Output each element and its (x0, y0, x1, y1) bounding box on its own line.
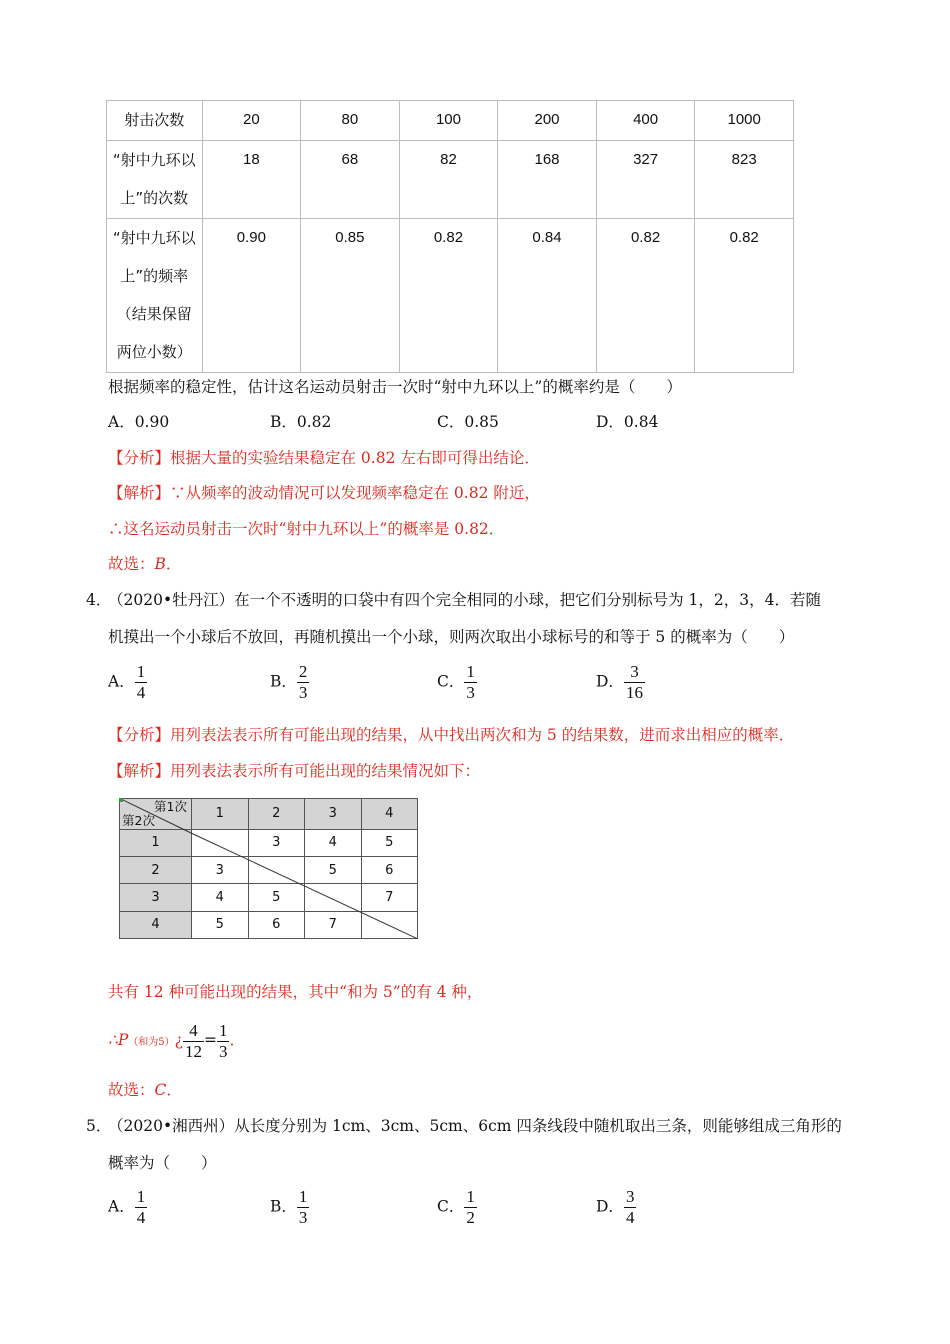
table-row-head: 射击次数 (107, 101, 203, 141)
sum-cell: 4 (305, 829, 362, 856)
question-stem: 根据频率的稳定性，估计这名运动员射击一次时“射中九环以上”的概率约是（ ） (108, 378, 682, 396)
header-cell: 3 (305, 799, 362, 830)
fraction (297, 1187, 310, 1228)
equals-sign: = (203, 1031, 217, 1049)
option-label: A． (108, 1197, 135, 1216)
table-cell: 18 (202, 141, 301, 219)
numerator: 1 (466, 1187, 475, 1206)
table-row-head (107, 141, 203, 219)
table-row-head (107, 219, 203, 373)
probability-formula (108, 1016, 245, 1067)
option-a: A．0.90 (108, 413, 170, 431)
sum-cell: 6 (248, 911, 305, 938)
numerator: 1 (466, 662, 475, 681)
row-label: 3 (120, 884, 192, 911)
option-b: B．0.82 (270, 413, 332, 431)
answer-line (108, 552, 181, 576)
table-cell: 82 (399, 141, 498, 219)
row-head-line: “射中九环以 (112, 229, 196, 247)
row-head-line: “射中九环以 (112, 151, 196, 169)
sum-cell: 3 (248, 829, 305, 856)
table-cell: 100 (399, 101, 498, 141)
answer-line (108, 1078, 182, 1102)
header-cell: 2 (248, 799, 305, 830)
fraction (624, 662, 645, 703)
option-label: A． (108, 672, 135, 691)
row-head-line: （结果保留 (116, 305, 192, 323)
fraction (624, 1187, 637, 1228)
answer-suffix: ． (166, 1081, 182, 1099)
sum-cell: 5 (248, 884, 305, 911)
table-cell: 0.82 (399, 219, 498, 373)
table-cell: 0.82 (695, 219, 794, 373)
sum-cell: 3 (192, 856, 249, 883)
main-diagonal (191, 833, 418, 939)
denominator: 4 (136, 683, 146, 702)
option-c (437, 662, 477, 703)
denominator: 3 (298, 683, 308, 702)
fraction (464, 662, 477, 703)
table-cell: 0.90 (202, 219, 301, 373)
solution-text: 【解析】∵从频率的波动情况可以发现频率稳定在 0.82 附近， (108, 484, 540, 502)
option-d (596, 1187, 636, 1228)
corner-top-label: 第1次 (154, 798, 187, 814)
solution-text: 【解析】用列表法表示所有可能出现的结果情况如下： (108, 762, 481, 780)
question-number: 4． (86, 591, 112, 609)
row-head-line: 上”的频率 (120, 267, 189, 285)
option-label: D． (596, 672, 624, 691)
question-stem-line2: 机摸出一个小球后不放回，再随机摸出一个小球，则两次取出小球标号的和等于 5 的概率为（ ） (108, 628, 795, 646)
option-b (270, 662, 309, 703)
conclusion-text: ∴这名运动员射击一次时“射中九环以上”的概率是 0.82． (108, 520, 505, 538)
numerator: 1 (218, 1020, 228, 1040)
denominator: 3 (298, 1208, 308, 1227)
row-label: 2 (120, 856, 192, 883)
option-d: D．0.84 (596, 413, 659, 431)
fraction (217, 1021, 230, 1062)
row-head-line: 上”的次数 (120, 189, 189, 207)
corner-bottom-label: 第2次 (122, 812, 155, 828)
option-a (108, 662, 147, 703)
option-label: B． (270, 1197, 297, 1216)
answer-prefix: 故选： (108, 1081, 155, 1099)
table-cell: 823 (695, 141, 794, 219)
denominator: 3 (466, 683, 475, 702)
table-cell: 200 (498, 101, 597, 141)
question-stem-line1: （2020•牡丹江）在一个不透明的口袋中有四个完全相同的小球，把它们分别标号为 1，2，3，4．若随 (108, 591, 821, 609)
table-cell: 327 (596, 141, 695, 219)
fraction (464, 1187, 477, 1228)
analysis-text: 【分析】根据大量的实验结果稳定在 0.82 左右即可得出结论． (108, 449, 540, 467)
table-cell: 168 (498, 141, 597, 219)
header-cell: 1 (192, 799, 249, 830)
option-label: C． (437, 672, 465, 691)
fraction (183, 1021, 204, 1062)
question-number: 5． (86, 1117, 112, 1135)
sum-cell: 5 (192, 911, 249, 938)
answer-suffix: ． (165, 555, 182, 573)
prob-end: ． (229, 1031, 245, 1049)
table-cell: 0.84 (498, 219, 597, 373)
option-c: C．0.85 (437, 413, 499, 431)
sum-table (119, 798, 418, 939)
denominator: 3 (218, 1041, 228, 1061)
corner-marker (119, 798, 123, 802)
numerator: 3 (625, 1187, 635, 1206)
denominator: 4 (136, 1208, 146, 1227)
option-label: D． (596, 1197, 624, 1216)
count-text: 共有 12 种可能出现的结果，其中“和为 5”的有 4 种， (108, 983, 483, 1001)
numerator: 3 (624, 662, 645, 683)
prob-prefix: ∴P (108, 1031, 129, 1049)
table-cell: 400 (596, 101, 695, 141)
sum-cell: 7 (305, 911, 362, 938)
answer-letter: B (154, 555, 166, 573)
option-d (596, 662, 645, 703)
fraction (297, 662, 310, 703)
sum-cell: 5 (361, 829, 418, 856)
option-b (270, 1187, 309, 1228)
table-cell: 1000 (695, 101, 794, 141)
row-label: 4 (120, 911, 192, 938)
table-cell: 68 (301, 141, 400, 219)
denominator: 2 (466, 1208, 475, 1227)
table-cell: 0.85 (301, 219, 400, 373)
prob-symbol: ¿ (174, 1031, 183, 1049)
table-cell: 20 (202, 101, 301, 141)
numerator: 1 (298, 1187, 308, 1206)
numerator: 2 (298, 662, 308, 681)
table-cell: 0.82 (596, 219, 695, 373)
option-label: C． (437, 1197, 465, 1216)
corner-diagonal (119, 798, 191, 833)
sum-cell: 7 (361, 884, 418, 911)
fraction (135, 1187, 148, 1228)
sum-cell: 4 (192, 884, 249, 911)
denominator: 4 (625, 1208, 635, 1227)
option-label: B． (270, 672, 297, 691)
shooting-frequency-table (106, 100, 794, 373)
table-diagonal-lines (119, 798, 418, 939)
denominator: 12 (184, 1041, 202, 1061)
header-cell: 4 (361, 799, 418, 830)
question-stem-line2: 概率为（ ） (108, 1154, 217, 1172)
sum-cell: 5 (305, 856, 362, 883)
question-stem-line1: （2020•湘西州）从长度分别为 1cm、3cm、5cm、6cm 四条线段中随机取出三条，则能够组成三角形的 (108, 1117, 842, 1135)
fraction (135, 662, 148, 703)
option-c (437, 1187, 477, 1228)
analysis-text: 【分析】用列表法表示所有可能出现的结果，从中找出两次和为 5 的结果数，进而求出相应的概率． (108, 726, 795, 744)
option-a (108, 1187, 147, 1228)
table-cell: 80 (301, 101, 400, 141)
prob-subscript: （和为5） (128, 1037, 175, 1048)
numerator: 4 (183, 1021, 204, 1042)
numerator: 1 (136, 662, 146, 681)
sum-cell: 6 (361, 856, 418, 883)
numerator: 1 (136, 1187, 146, 1206)
row-head-line: 两位小数） (116, 343, 192, 361)
answer-prefix: 故选： (108, 555, 155, 573)
denominator: 16 (625, 683, 643, 702)
answer-letter: C (154, 1081, 167, 1099)
row-label: 1 (120, 829, 192, 856)
